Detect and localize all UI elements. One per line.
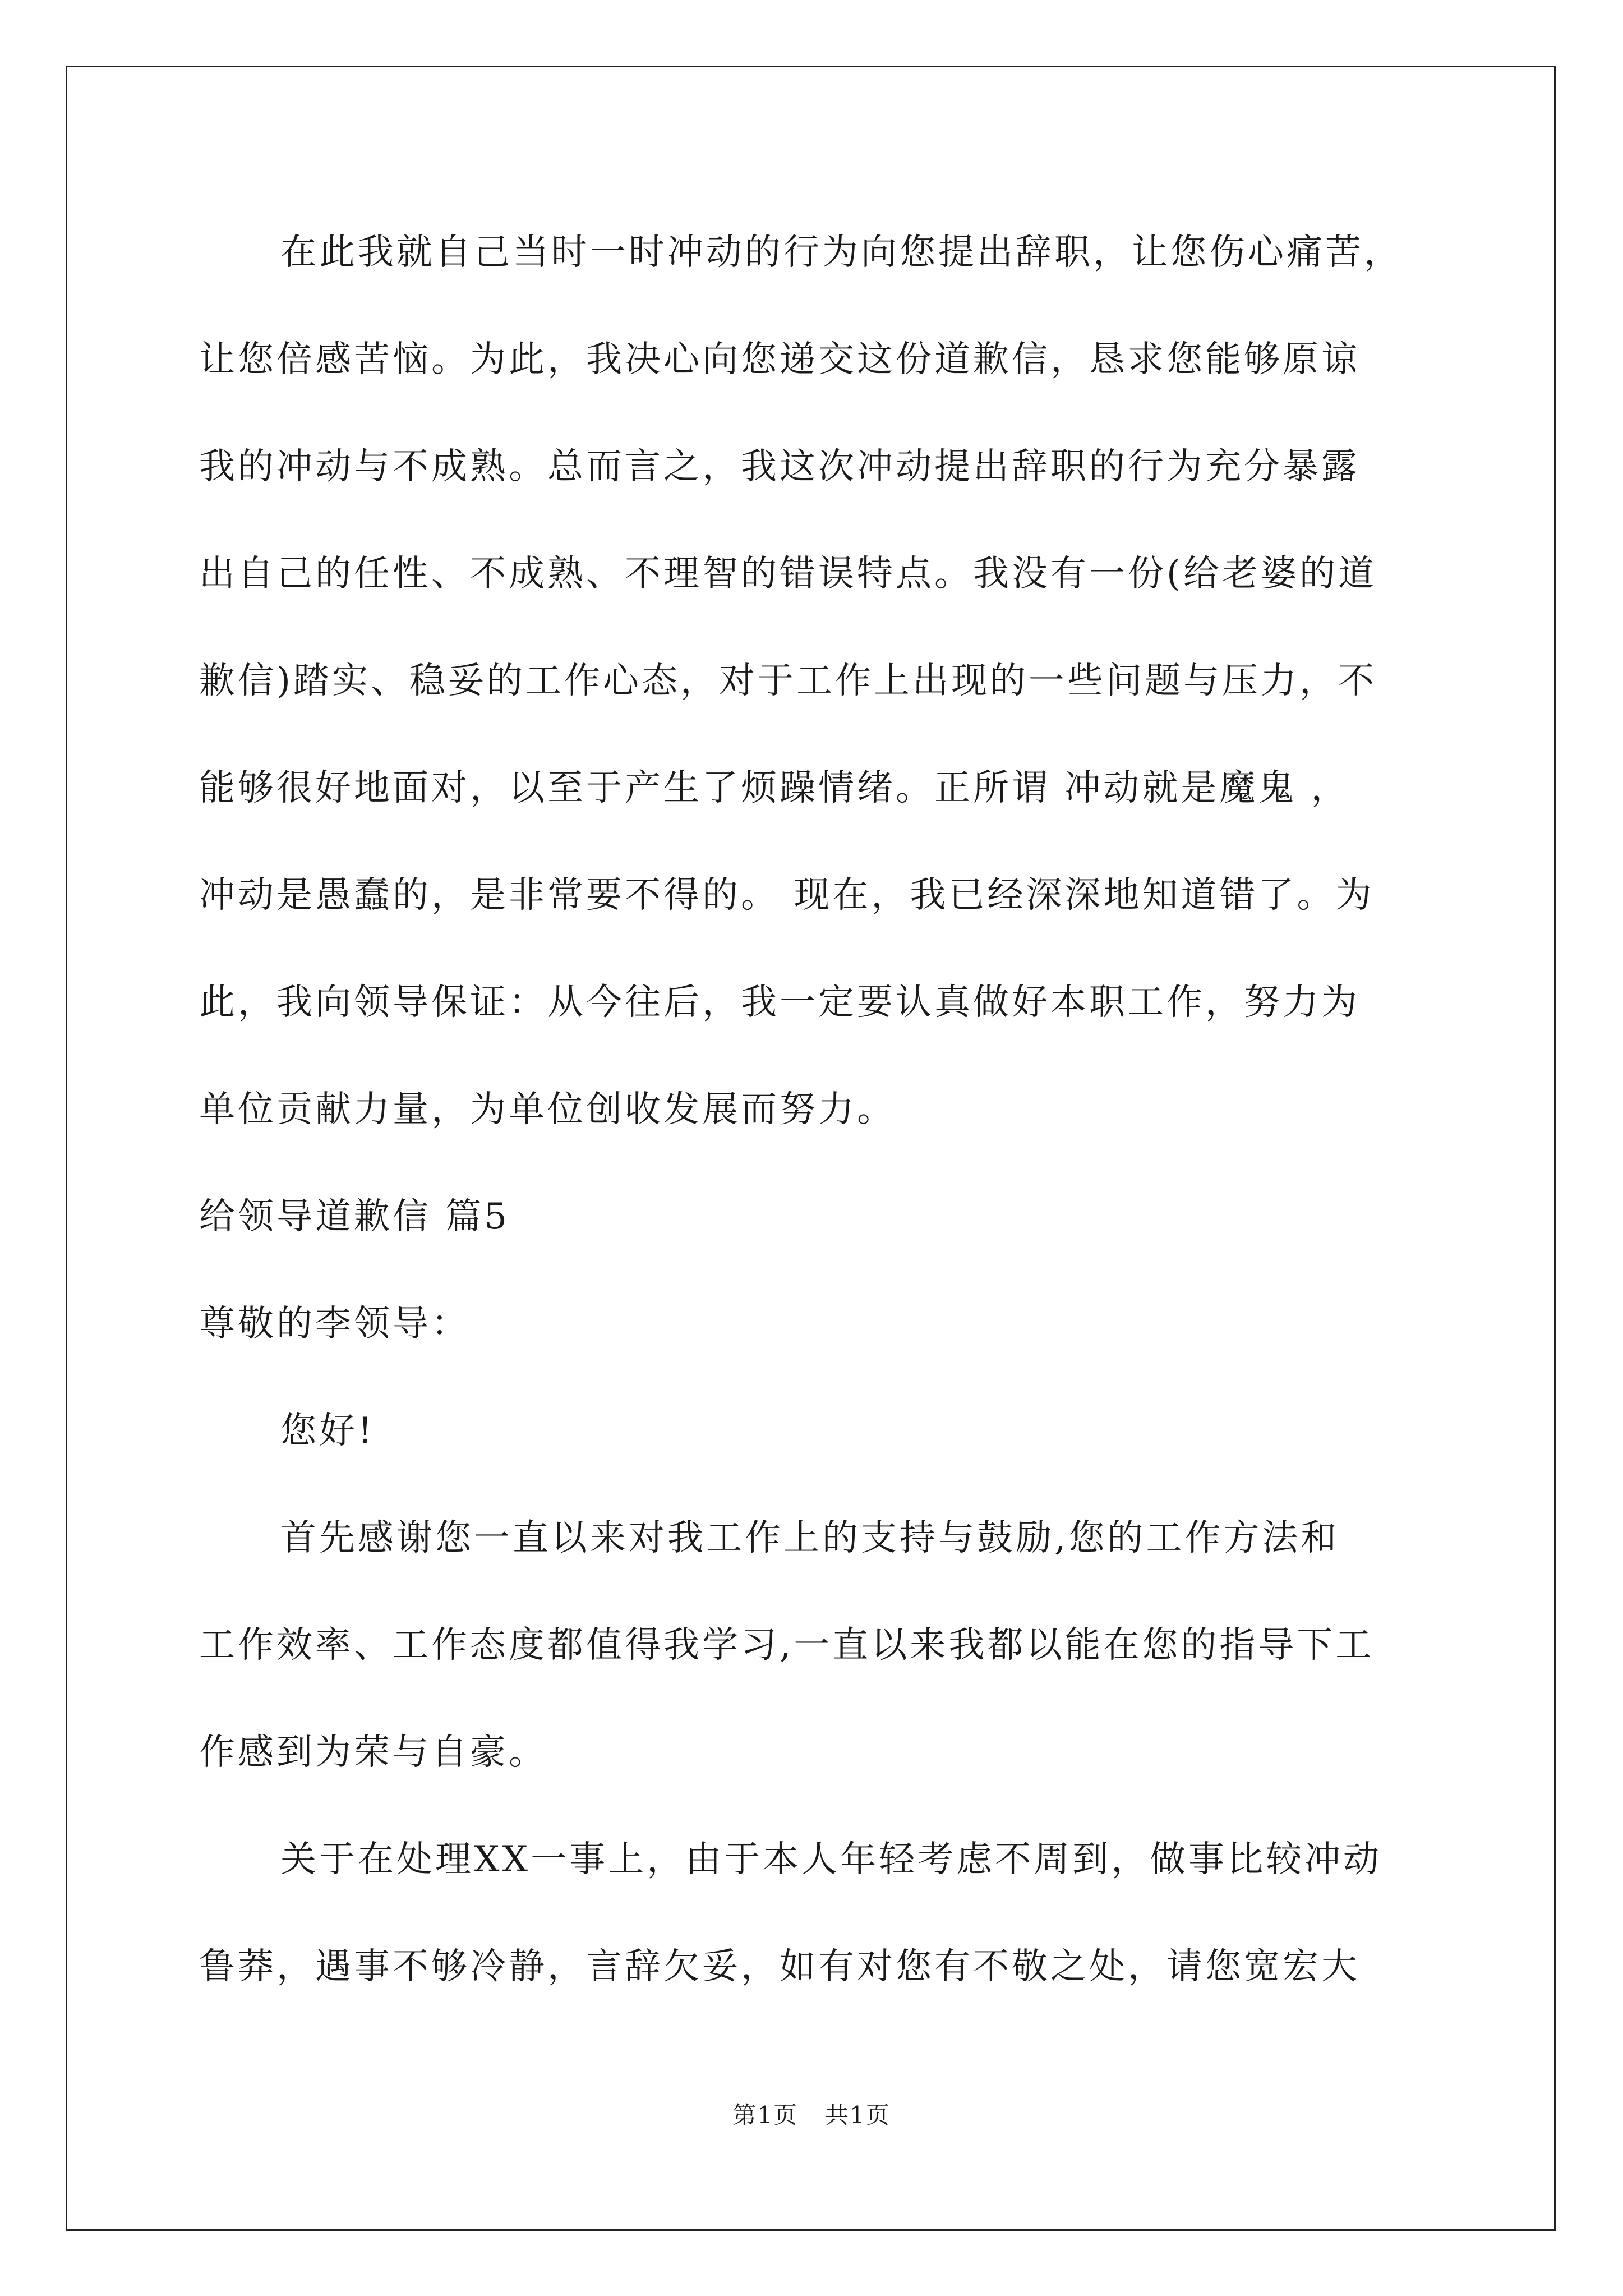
text-line: 关于在处理XX一事上，由于本人年轻考虑不周到，做事比较冲动	[280, 1839, 1382, 1880]
section-heading: 给领导道歉信 篇5	[199, 1196, 510, 1237]
text-line: 此，我向领导保证：从今往后，我一定要认真做好本职工作，努力为	[199, 982, 1360, 1023]
page-number: 第1页	[732, 2101, 798, 2129]
text-line: 冲动是愚蠢的，是非常要不得的。 现在，我已经深深地知道错了。为	[199, 875, 1375, 916]
text-line: 我的冲动与不成熟。总而言之，我这次冲动提出辞职的行为充分暴露	[199, 446, 1360, 487]
text-line: 让您倍感苦恼。为此，我决心向您递交这份道歉信，恳求您能够原谅	[199, 339, 1360, 380]
text-line: 鲁莽，遇事不够冷静，言辞欠妥，如有对您有不敬之处，请您宽宏大	[199, 1946, 1360, 1987]
text-line: 工作效率、工作态度都值得我学习,一直以来我都以能在您的指导下工	[199, 1625, 1375, 1666]
text-line: 歉信)踏实、稳妥的工作心态，对于工作上出现的一些问题与压力，不	[199, 660, 1377, 702]
text-line: 首先感谢您一直以来对我工作上的支持与鼓励,您的工作方法和	[280, 1517, 1340, 1559]
page-total: 共1页	[825, 2101, 891, 2129]
page-footer	[0, 2097, 1623, 2131]
text-line: 单位贡献力量，为单位创收发展而努力。	[199, 1089, 896, 1130]
text-line: 能够很好地面对，以至于产生了烦躁情绪。正所谓 冲动就是魔鬼 ，	[199, 767, 1350, 809]
document-body	[199, 216, 1427, 2037]
text-line: 作感到为荣与自豪。	[199, 1732, 547, 1773]
text-line: 出自己的任性、不成熟、不理智的错误特点。我没有一份(给老婆的道	[199, 553, 1377, 595]
greeting: 您好!	[280, 1410, 375, 1452]
text-line: 在此我就自己当时一时冲动的行为向您提出辞职，让您伤心痛苦，	[280, 232, 1403, 273]
salutation: 尊敬的李领导：	[199, 1303, 470, 1345]
